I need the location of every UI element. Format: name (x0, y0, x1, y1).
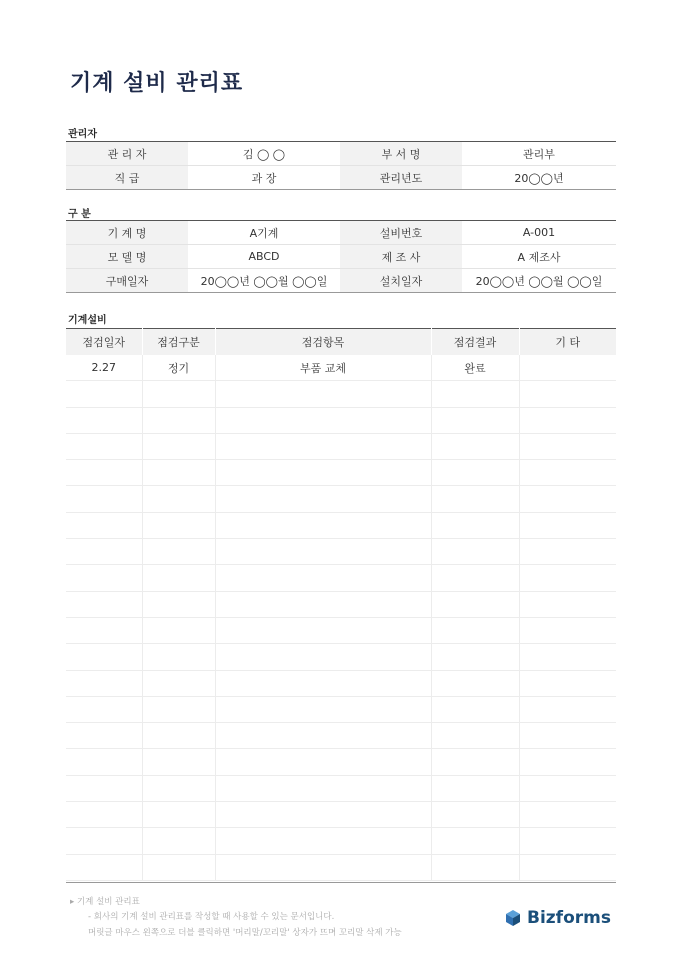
category-row (66, 221, 616, 245)
table-cell[interactable] (519, 512, 616, 538)
table-cell[interactable] (519, 355, 616, 381)
table-cell[interactable] (215, 486, 431, 512)
category-field-value[interactable]: A-001 (462, 221, 616, 245)
document-title: 기계 설비 관리표 (70, 71, 244, 96)
table-cell[interactable] (431, 696, 519, 722)
table-cell[interactable] (66, 539, 142, 565)
manager-row (66, 142, 616, 166)
table-row (66, 407, 616, 433)
table-cell[interactable] (431, 775, 519, 801)
bizforms-logo-icon (503, 908, 523, 928)
table-cell[interactable] (431, 486, 519, 512)
table-cell[interactable] (431, 433, 519, 459)
table-cell[interactable] (66, 486, 142, 512)
manager-field-label: 부 서 명 (340, 142, 462, 166)
table-cell[interactable] (519, 696, 616, 722)
manager-field-value[interactable]: 김 ◯ ◯ (188, 142, 340, 166)
table-row (66, 749, 616, 775)
table-cell[interactable] (66, 381, 142, 407)
table-cell[interactable] (66, 828, 142, 854)
footer-note: 머릿글 마우스 왼쪽으로 더블 클릭하면 '머리말/꼬리말' 상자가 뜨며 꼬리말 삭제 가능 (88, 928, 402, 938)
table-row (66, 539, 616, 565)
table-cell[interactable] (66, 854, 142, 880)
category-field-label: 구매일자 (66, 269, 188, 293)
table-cell[interactable] (431, 460, 519, 486)
table-cell[interactable] (66, 802, 142, 828)
category-field-label: 모 델 명 (66, 245, 188, 269)
category-field-value[interactable]: A기계 (188, 221, 340, 245)
table-cell[interactable] (215, 670, 431, 696)
table-cell[interactable] (142, 486, 215, 512)
table-cell[interactable] (66, 775, 142, 801)
table-cell[interactable] (519, 749, 616, 775)
table-cell[interactable] (519, 433, 616, 459)
table-cell[interactable]: 부품 교체 (215, 355, 431, 381)
table-cell[interactable] (431, 802, 519, 828)
table-row (66, 696, 616, 722)
table-cell[interactable] (215, 460, 431, 486)
table-cell[interactable] (142, 723, 215, 749)
manager-field-label: 직 급 (66, 166, 188, 190)
category-field-label: 기 계 명 (66, 221, 188, 245)
footer-description: - 회사의 기계 설비 관리표를 작성할 때 사용할 수 있는 문서입니다. (88, 912, 335, 922)
table-cell[interactable] (215, 775, 431, 801)
table-cell[interactable] (431, 539, 519, 565)
table-row (66, 355, 616, 381)
table-cell[interactable] (142, 381, 215, 407)
table-cell[interactable] (142, 617, 215, 643)
table-cell[interactable] (519, 670, 616, 696)
equipment-table (66, 328, 616, 881)
table-row (66, 775, 616, 801)
table-cell[interactable] (519, 828, 616, 854)
table-cell[interactable] (215, 854, 431, 880)
table-cell[interactable] (66, 591, 142, 617)
equipment-section-label: 기계설비 (68, 315, 107, 326)
table-cell[interactable] (215, 828, 431, 854)
footer-title: ▸ 기계 설비 관리표 (70, 897, 140, 907)
table-cell[interactable] (142, 460, 215, 486)
table-cell[interactable] (215, 433, 431, 459)
table-cell[interactable] (431, 854, 519, 880)
table-cell[interactable] (215, 723, 431, 749)
category-field-value[interactable]: 20◯◯년 ◯◯월 ◯◯일 (475, 274, 603, 288)
manager-field-label: 관리년도 (340, 166, 462, 190)
table-cell[interactable] (215, 591, 431, 617)
table-row (66, 670, 616, 696)
manager-field-value[interactable]: 20◯◯년 (514, 171, 564, 185)
table-cell[interactable] (142, 696, 215, 722)
table-cell[interactable] (215, 381, 431, 407)
table-cell[interactable] (519, 539, 616, 565)
table-row (66, 854, 616, 880)
table-row (66, 433, 616, 459)
table-cell[interactable]: 2.27 (66, 355, 142, 381)
table-cell[interactable] (519, 617, 616, 643)
table-cell[interactable] (142, 539, 215, 565)
table-cell[interactable] (519, 723, 616, 749)
table-cell[interactable] (431, 644, 519, 670)
table-cell[interactable] (519, 591, 616, 617)
manager-field-value[interactable]: 과 장 (251, 171, 277, 185)
table-cell[interactable] (215, 696, 431, 722)
table-cell[interactable] (142, 828, 215, 854)
table-cell[interactable] (66, 749, 142, 775)
table-cell[interactable] (66, 407, 142, 433)
table-cell[interactable] (431, 723, 519, 749)
category-field-value[interactable]: ABCD (188, 245, 340, 269)
table-row (66, 460, 616, 486)
bizforms-logo-text: Bizforms (527, 908, 611, 928)
bizforms-logo (503, 908, 611, 928)
category-field-label: 설치일자 (340, 269, 462, 293)
table-cell[interactable] (519, 407, 616, 433)
table-cell[interactable] (66, 644, 142, 670)
category-row (66, 245, 616, 269)
table-cell[interactable] (142, 749, 215, 775)
table-row (66, 723, 616, 749)
table-cell[interactable] (431, 381, 519, 407)
table-row (66, 381, 616, 407)
table-cell[interactable] (431, 407, 519, 433)
column-header: 점검항목 (215, 329, 431, 356)
column-header: 기 타 (519, 329, 616, 356)
table-cell[interactable] (431, 670, 519, 696)
table-cell[interactable] (215, 539, 431, 565)
table-cell[interactable] (142, 644, 215, 670)
table-cell[interactable] (142, 591, 215, 617)
table-cell[interactable] (66, 696, 142, 722)
manager-section-label: 관리자 (68, 129, 97, 140)
table-cell[interactable] (66, 565, 142, 591)
table-cell[interactable] (215, 512, 431, 538)
table-cell[interactable]: 완료 (431, 355, 519, 381)
category-field-value[interactable]: 20◯◯년 ◯◯월 ◯◯일 (200, 274, 328, 288)
table-cell[interactable] (215, 749, 431, 775)
table-cell[interactable] (142, 670, 215, 696)
table-cell[interactable] (142, 565, 215, 591)
table-row (66, 828, 616, 854)
table-row (66, 802, 616, 828)
table-row (66, 512, 616, 538)
footer-divider (66, 882, 616, 883)
table-cell[interactable] (215, 617, 431, 643)
table-cell[interactable] (142, 433, 215, 459)
category-table (66, 220, 616, 293)
column-header: 점검결과 (431, 329, 519, 356)
table-cell[interactable] (519, 381, 616, 407)
table-cell[interactable] (142, 407, 215, 433)
table-cell[interactable] (66, 460, 142, 486)
table-cell[interactable] (142, 775, 215, 801)
table-cell[interactable] (215, 802, 431, 828)
table-cell[interactable] (431, 565, 519, 591)
category-row (66, 269, 616, 293)
table-row (66, 617, 616, 643)
table-cell[interactable] (142, 512, 215, 538)
table-cell[interactable] (519, 486, 616, 512)
table-cell[interactable] (431, 512, 519, 538)
category-section-label: 구 분 (68, 209, 91, 220)
table-cell[interactable] (215, 644, 431, 670)
table-cell[interactable] (66, 670, 142, 696)
manager-field-label: 관 리 자 (66, 142, 188, 166)
column-header: 점검일자 (66, 329, 142, 356)
table-cell[interactable] (431, 617, 519, 643)
table-cell[interactable] (215, 565, 431, 591)
table-cell[interactable] (519, 775, 616, 801)
table-cell[interactable] (215, 407, 431, 433)
category-field-value[interactable]: A 제조사 (462, 245, 616, 269)
table-row (66, 644, 616, 670)
table-cell[interactable] (519, 565, 616, 591)
table-cell[interactable] (142, 854, 215, 880)
table-cell[interactable] (519, 460, 616, 486)
table-cell[interactable] (66, 617, 142, 643)
category-field-label: 제 조 사 (340, 245, 462, 269)
category-field-label: 설비번호 (340, 221, 462, 245)
table-row (66, 565, 616, 591)
column-header: 점검구분 (142, 329, 215, 356)
table-cell[interactable] (431, 591, 519, 617)
table-cell[interactable]: 정기 (142, 355, 215, 381)
manager-table (66, 141, 616, 190)
table-cell[interactable] (519, 854, 616, 880)
table-cell[interactable] (66, 433, 142, 459)
manager-field-value[interactable]: 관리부 (462, 142, 616, 166)
table-row (66, 591, 616, 617)
table-cell[interactable] (66, 723, 142, 749)
table-cell[interactable] (431, 749, 519, 775)
manager-row (66, 166, 616, 190)
table-row (66, 486, 616, 512)
table-cell[interactable] (142, 802, 215, 828)
table-cell[interactable] (519, 644, 616, 670)
table-cell[interactable] (66, 512, 142, 538)
table-cell[interactable] (431, 828, 519, 854)
table-cell[interactable] (519, 802, 616, 828)
